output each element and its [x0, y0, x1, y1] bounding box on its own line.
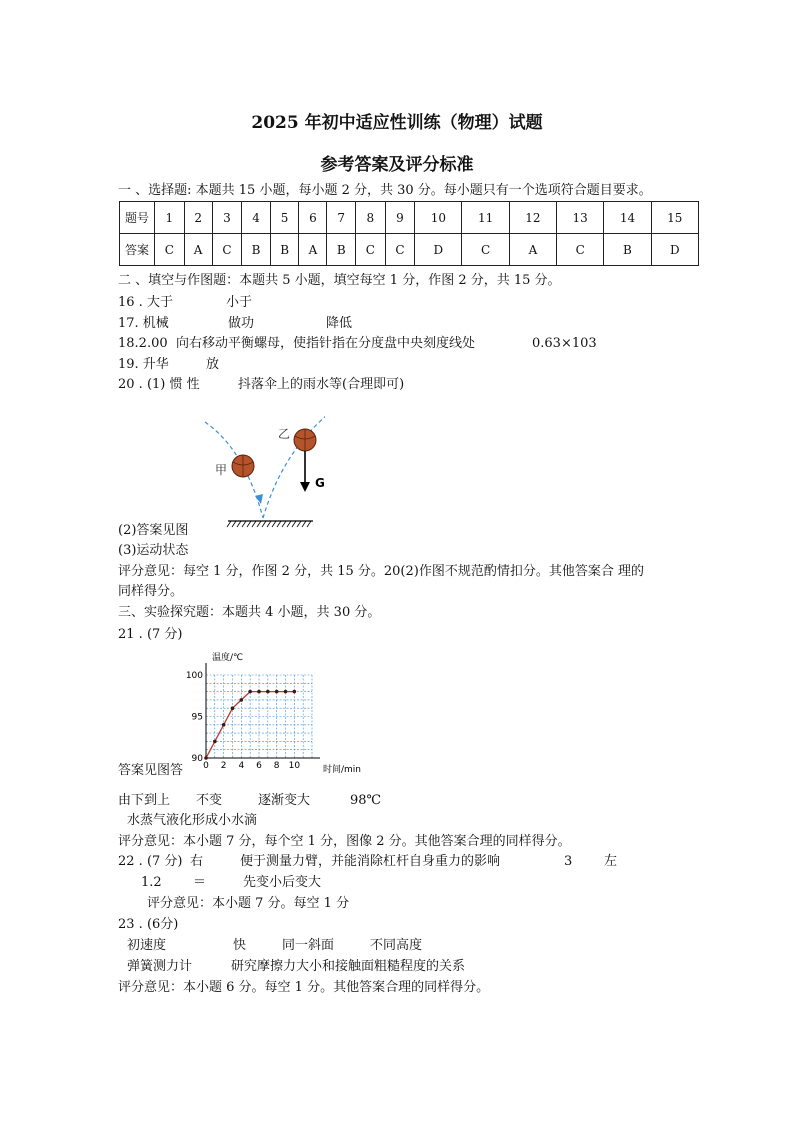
question-number-cell: 10 [415, 202, 462, 234]
question-number-cell: 11 [462, 202, 509, 234]
data-point [231, 706, 235, 710]
q18-answer: 18.2.00 向右移动平衡螺母，使指针指在分度盘中央刻度线处 0.63×103 [118, 336, 597, 351]
data-point [284, 690, 288, 694]
y-tick-label: 95 [191, 712, 203, 723]
question-number-cell: 14 [604, 202, 651, 234]
question-number-cell: 7 [327, 202, 356, 234]
data-point [204, 756, 208, 760]
question-number-cell: 5 [270, 202, 299, 234]
data-point [248, 690, 252, 694]
ground-hatch-line [287, 521, 291, 527]
ground-hatch-line [297, 521, 301, 527]
answer-cell: B [327, 234, 356, 266]
answer-cell: A [299, 234, 327, 266]
answer-cell: D [415, 234, 462, 266]
x-tick-label: 6 [256, 761, 262, 771]
row-label-number: 题号 [120, 202, 155, 234]
question-number-cell: 6 [299, 202, 327, 234]
page-subtitle: 参考答案及评分标准 [320, 155, 474, 175]
answer-cell: C [557, 234, 604, 266]
q16-answer: 16 . 大于 小于 [118, 295, 253, 310]
ground-hatch-line [242, 521, 246, 527]
answer-cell: C [462, 234, 509, 266]
q23-answers: 初速度 快 同一斜面 不同高度 [127, 938, 423, 953]
q22-answers: 22 . (7 分) 右 便于测量力臂，并能消除杠杆自身重力的影响 3 左 [118, 854, 618, 869]
answer-cell: B [242, 234, 271, 266]
q20-answer: 20 . (1) 惯 性 抖落伞上的雨水等(合理即可) [118, 377, 405, 392]
chart-grid [206, 675, 312, 758]
ground-hatch-line [262, 521, 266, 527]
ground-hatch-line [302, 521, 306, 527]
question-number-cell: 13 [557, 202, 604, 234]
x-tick-label: 0 [203, 761, 209, 771]
q21-note: 答案见图答 [118, 763, 184, 778]
ball-b-label: 乙 [278, 427, 291, 441]
q21-heading: 21 . (7 分) [118, 627, 183, 642]
gravity-arrow-head [300, 482, 310, 492]
chart-ticks [186, 671, 301, 771]
question-number-cell: 9 [385, 202, 415, 234]
page-title: 2025 年初中适应性训练（物理）试题 [251, 113, 543, 133]
question-number-cell: 2 [184, 202, 212, 234]
question-number-cell: 1 [155, 202, 185, 234]
question-number-cell: 3 [212, 202, 242, 234]
x-tick-label: 2 [220, 761, 227, 771]
q19-answer: 19. 升华 放 [118, 357, 220, 372]
question-number-cell: 4 [242, 202, 271, 234]
q22-answers-b: 1.2 ＝ 先变小后变大 [141, 875, 322, 890]
data-point [293, 690, 297, 694]
q21-comment: 评分意见：本小题 7 分，每个空 1 分，图像 2 分。其他答案合理的同样得分。 [118, 834, 571, 849]
q20-figure [195, 400, 325, 528]
q17-answer: 17. 机械 做功 降低 [118, 316, 353, 331]
q23-answers-b: 弹簧测力计 研究摩擦力大小和接触面粗糙程度的关系 [127, 959, 466, 974]
row-label-answer: 答案 [120, 234, 155, 266]
answer-cell: C [356, 234, 386, 266]
answer-cell: A [184, 234, 212, 266]
q20-part2: (2)答案见图 [118, 523, 189, 538]
section-1-heading: 一 、选择题: 本题共 15 小题，每小题 2 分，共 30 分。每小题只有一个选项符合题目要求。 [118, 183, 652, 198]
ground-hatch [227, 521, 311, 527]
answer-table [119, 201, 699, 266]
ground-hatch-line [267, 521, 271, 527]
data-point [257, 690, 261, 694]
ground-hatch-line [252, 521, 256, 527]
ground-hatch-line [282, 521, 286, 527]
temperature-chart [180, 648, 380, 776]
q21-answers: 由下到上 不变 逐渐变大 98℃ [118, 793, 382, 808]
section-2-comment-line2: 同样得分。 [118, 584, 184, 599]
y-axis-label: 温度/℃ [212, 653, 244, 663]
ground-hatch-line [257, 521, 261, 527]
data-point [222, 723, 226, 727]
ground-hatch-line [277, 521, 281, 527]
q23-heading: 23 . (6分) [118, 917, 179, 932]
x-tick-label: 4 [238, 761, 245, 771]
force-label: G [315, 476, 325, 490]
answer-cell: C [212, 234, 242, 266]
ground-hatch-line [247, 521, 251, 527]
ball-a-label: 甲 [215, 463, 228, 477]
data-point [213, 740, 217, 744]
q22-comment: 评分意见：本小题 7 分。每空 1 分 [147, 896, 350, 911]
x-axis-label: 时间/min [323, 765, 362, 775]
question-number-cell: 12 [509, 202, 556, 234]
section-2-comment-line1: 评分意见：每空 1 分，作图 2 分，共 15 分。20(2)作图不规范酌情扣分。其他答案合 理的 [118, 564, 644, 579]
ground-hatch-line [227, 521, 231, 527]
question-number-cell: 15 [651, 202, 698, 234]
answer-cell: B [604, 234, 651, 266]
q23-comment: 评分意见：本小题 6 分。每空 1 分。其他答案合理的同样得分。 [118, 980, 490, 995]
ground-hatch-line [307, 521, 311, 527]
x-tick-label: 10 [288, 761, 301, 771]
q21-answer-b: 水蒸气液化形成小水滴 [127, 813, 258, 828]
y-tick-label: 90 [191, 754, 203, 764]
answer-cell: D [651, 234, 698, 266]
answer-cell: C [155, 234, 185, 266]
ground-hatch-line [237, 521, 241, 527]
table-row-answers [120, 234, 699, 266]
answer-cell: B [270, 234, 299, 266]
section-2-heading: 二 、填空与作图题：本题共 5 小题，填空每空 1 分，作图 2 分，共 15 分。 [118, 273, 561, 288]
question-number-cell: 8 [356, 202, 386, 234]
data-point [275, 690, 279, 694]
section-3-heading: 三、实验探究题：本题共 4 小题，共 30 分。 [118, 605, 381, 620]
ground-hatch-line [272, 521, 276, 527]
ground-hatch-line [232, 521, 236, 527]
table-row-numbers [120, 202, 699, 234]
y-tick-label: 100 [185, 671, 203, 681]
ground-hatch-line [292, 521, 296, 527]
answer-cell: C [385, 234, 415, 266]
data-point [240, 698, 244, 702]
q20-part3: (3)运动状态 [118, 543, 189, 558]
data-point [266, 690, 270, 694]
x-tick-label: 8 [273, 761, 280, 771]
answer-cell: A [509, 234, 556, 266]
trajectory-b [263, 410, 325, 518]
